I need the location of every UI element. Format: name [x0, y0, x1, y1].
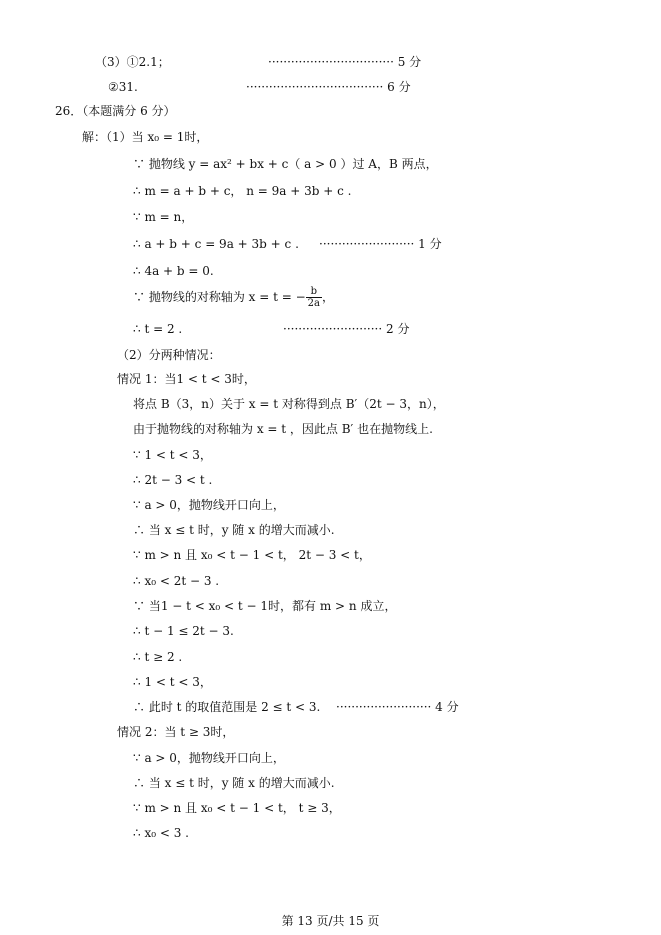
- fraction-numerator: b: [306, 286, 322, 298]
- solution-line-l1: （3）①2.1；: [95, 55, 170, 69]
- solution-line-l17: ∵ a > 0，抛物线开口向上，: [133, 498, 285, 512]
- solution-line-l19: ∵ m > n 且 x₀ < t − 1 < t， 2t − 3 < t，: [133, 548, 371, 562]
- solution-line-l9: ∴ 4a + b = 0.: [133, 264, 214, 278]
- solution-line-l14: 由于抛物线的对称轴为 x = t ，因此点 B′ 也在抛物线上.: [133, 422, 433, 436]
- solution-line-l10: ∴ t = 2 .: [133, 322, 183, 336]
- solution-line-l27: ∵ a > 0，抛物线开口向上，: [133, 751, 285, 765]
- solution-line-l11: （2）分两种情况：: [117, 348, 221, 362]
- solution-line-l12: 情况 1：当1 < t < 3时，: [117, 372, 256, 386]
- solution-line-l21: ∵ 当1 − t < x₀ < t − 1时，都有 m > n 成立，: [133, 599, 397, 613]
- solution-line-l2: ②31.: [108, 80, 138, 94]
- page-footer: 第 13 页/共 15 页: [281, 914, 380, 928]
- symmetry-axis-line: [133, 282, 334, 312]
- symmetry-axis-suffix: ，: [321, 290, 334, 304]
- score-marker-l10: ·························· 2 分: [283, 322, 410, 336]
- solution-line-l28: ∴ 当 x ≤ t 时，y 随 x 的增大而减小.: [133, 776, 335, 790]
- solution-line-l18: ∴ 当 x ≤ t 时，y 随 x 的增大而减小.: [133, 523, 335, 537]
- solution-line-l24: ∴ 1 < t < 3，: [133, 675, 212, 689]
- solution-line-l29: ∵ m > n 且 x₀ < t − 1 < t， t ≥ 3，: [133, 801, 341, 815]
- symmetry-axis-prefix: ∵ 抛物线的对称轴为 x = t = −: [133, 290, 306, 304]
- solution-line-l13: 将点 B（3，n）关于 x = t 对称得到点 B′（2t − 3，n），: [133, 397, 445, 411]
- solution-line-l7: ∵ m = n，: [133, 210, 194, 224]
- solution-line-l8: ∴ a + b + c = 9a + 3b + c .: [133, 237, 299, 251]
- solution-line-l3: 26．（本题满分 6 分）: [55, 104, 176, 118]
- score-marker-l8: ························· 1 分: [319, 237, 442, 251]
- score-marker-l2: ···································· 6 分: [246, 80, 411, 94]
- solution-line-l23: ∴ t ≥ 2 .: [133, 650, 183, 664]
- solution-line-l26: 情况 2：当 t ≥ 3时，: [117, 725, 235, 739]
- fraction-b-over-2a: [306, 286, 322, 309]
- solution-line-l5: ∵ 抛物线 y = ax² + bx + c（ a > 0 ）过 A，B 两点，: [133, 157, 438, 171]
- solution-line-l16: ∴ 2t − 3 < t .: [133, 473, 213, 487]
- solution-line-l20: ∴ x₀ < 2t − 3 .: [133, 574, 220, 588]
- solution-line-l6: ∴ m = a + b + c， n = 9a + 3b + c .: [133, 184, 352, 198]
- score-marker-l1: ································· 5 分: [268, 55, 422, 69]
- solution-line-l22: ∴ t − 1 ≤ 2t − 3.: [133, 624, 234, 638]
- solution-line-l15: ∵ 1 < t < 3，: [133, 448, 212, 462]
- fraction-denominator: 2a: [307, 298, 320, 309]
- score-marker-l25: ························· 4 分: [336, 700, 459, 714]
- solution-line-l25: ∴ 此时 t 的取值范围是 2 ≤ t < 3.: [133, 700, 321, 714]
- solution-line-l4: 解：（1）当 x₀ = 1时，: [82, 130, 209, 144]
- solution-line-l30: ∴ x₀ < 3 .: [133, 826, 189, 840]
